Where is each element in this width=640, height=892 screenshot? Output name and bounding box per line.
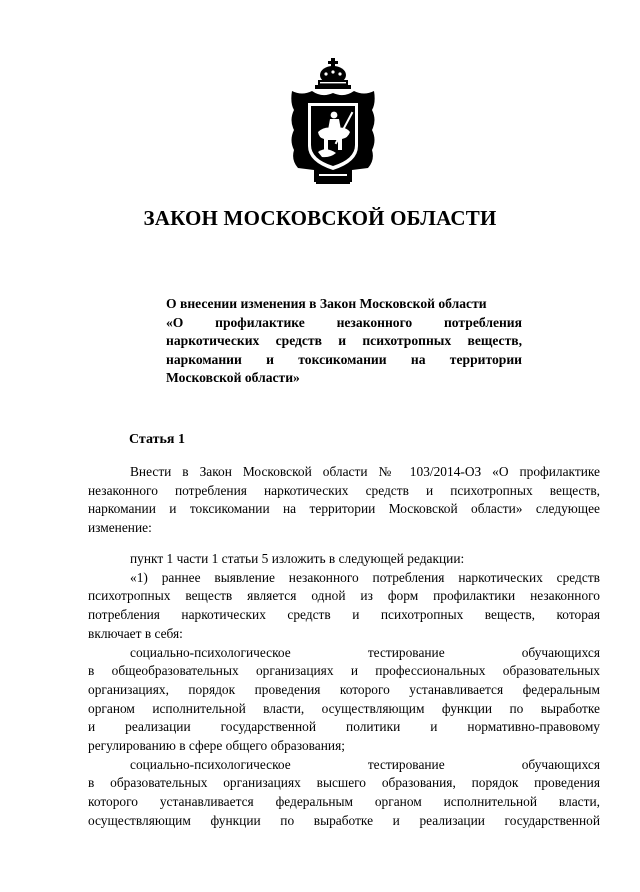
text-line: в образовательных организациях высшего образования, порядок проведения <box>88 775 600 791</box>
text-line: наркомании и токсикомании на территории Московской области» следующее <box>88 501 600 517</box>
subject-line: наркомании и токсикомании на территории <box>166 351 522 367</box>
text-line: в общеобразовательных организациях и профессиональных образовательных <box>88 663 600 679</box>
text-line: регулированию в сфере общего образования; <box>88 738 345 754</box>
text-line: потребления наркотических средств и психотропных веществ, которая <box>88 607 600 623</box>
document-title: ЗАКОН МОСКОВСКОЙ ОБЛАСТИ <box>143 206 497 230</box>
subject-line: Московской области» <box>166 370 300 386</box>
article-body-paragraphs <box>88 550 600 831</box>
text-line: осуществляющим функции по выработке и реализации государственной <box>88 812 600 828</box>
text-line: социально-психологическое тестирование обучающихся <box>130 644 600 660</box>
text-line: организациях, порядок проведения которого устанавливается федеральным <box>88 681 600 697</box>
subject-line: наркотических средств и психотропных веществ, <box>166 333 522 349</box>
subject-line: О внесении изменения в Закон Московской области <box>166 296 487 311</box>
text-line: психотропных веществ является одной из форм профилактики незаконного <box>88 588 600 604</box>
moscow-oblast-coat-of-arms-icon <box>288 58 378 186</box>
text-line: которого устанавливается федеральным органом исполнительной власти, <box>88 794 600 810</box>
text-line: изменение: <box>88 520 152 536</box>
article-intro-paragraph <box>88 463 600 538</box>
article-heading: Статья 1 <box>129 432 185 447</box>
text-line: социально-психологическое тестирование обучающихся <box>130 756 600 772</box>
text-line: Внести в Закон Московской области № 103/2014-ОЗ «О профилактике <box>130 464 600 479</box>
text-line: пункт 1 части 1 статьи 5 изложить в следующей редакции: <box>130 551 465 566</box>
text-line: включает в себя: <box>88 625 183 641</box>
text-line: и реализации государственной политики и нормативно-правовому <box>88 719 600 735</box>
text-line: «1) раннее выявление незаконного потребления наркотических средств <box>130 569 600 585</box>
text-line: незаконного потребления наркотических средств и психотропных веществ, <box>88 482 600 498</box>
subject-line: «О профилактике незаконного потребления <box>166 314 522 330</box>
law-subject-heading <box>166 295 522 388</box>
text-line: органом исполнительной власти, осуществляющим функции по выработке <box>88 700 600 716</box>
